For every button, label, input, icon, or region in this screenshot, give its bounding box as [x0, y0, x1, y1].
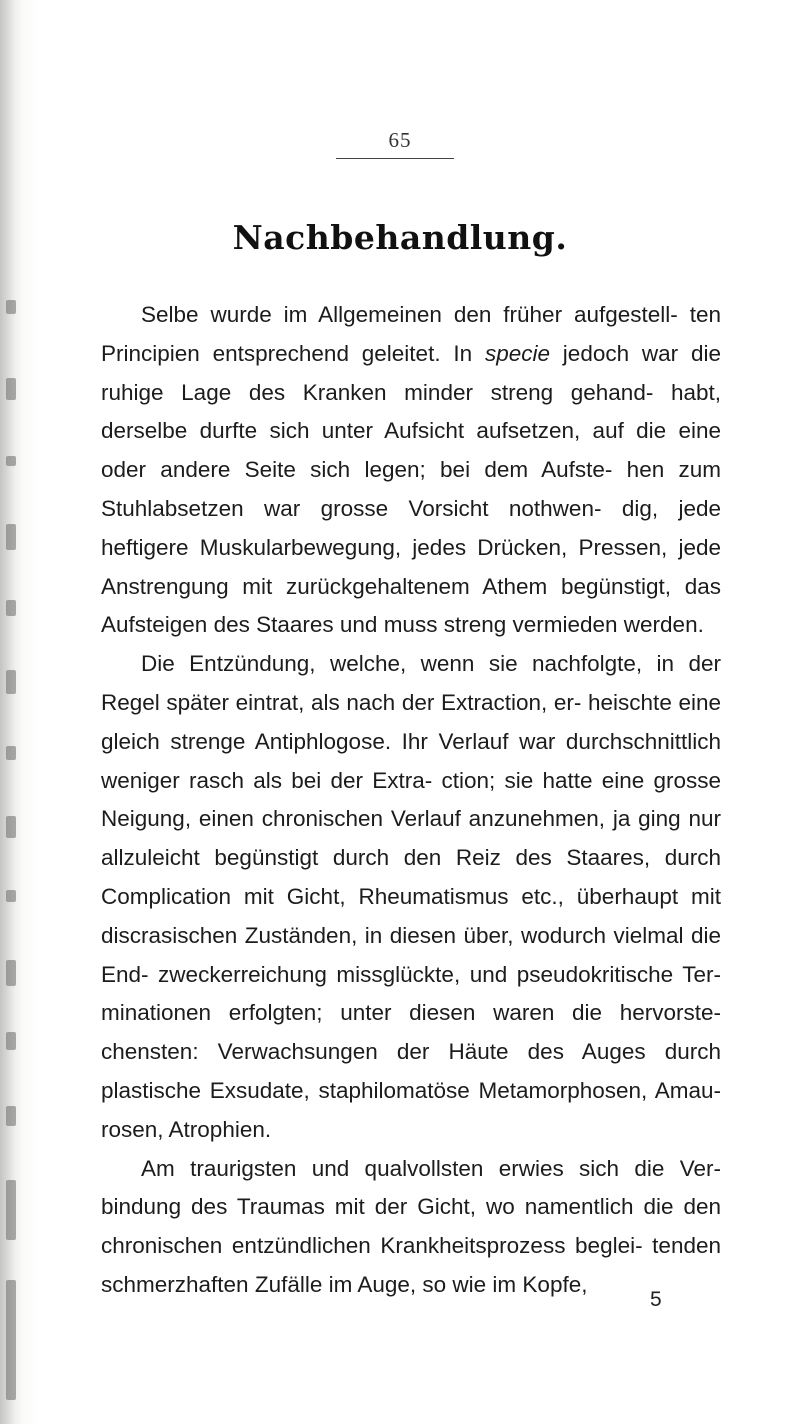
body-text [101, 296, 721, 1305]
signature-mark: 5 [650, 1288, 662, 1311]
section-heading: Nachbehandlung. [232, 218, 568, 257]
paragraph: Selbe wurde im Allgemeinen den früher aufgestell- ten Principien entsprechend geleitet. In specie jedoch war die ruhige Lage des Kranken minder streng gehand- habt, derselbe durfte sich unter Aufsicht aufsetzen, auf die eine oder andere Seite sich legen; bei dem Aufste- hen zum Stuhlabsetzen war grosse Vorsicht nothwen- dig, jede heftigere Muskularbewegung, jedes Drücken, Pressen, jede Anstrengung mit zurückgehaltenem Athem begünstigt, das Aufsteigen des Staares und muss streng vermieden werden. [101, 302, 721, 638]
paragraph: Die Entzündung, welche, wenn sie nachfolgte, in der Regel später eintrat, als nach der Extraction, er- heischte eine gleich strenge Antiphlogose. Ihr Verlauf war durchschnittlich weniger rasch als bei der Extra- ction; sie hatte eine grosse Neigung, einen chronischen Verlauf anzunehmen, ja ging nur allzuleicht begünstigt durch den Reiz des Staares, durch Complication mit Gicht, Rheumatismus etc., überhaupt mit discrasischen Zuständen, in diesen über, wodurch vielmal die End- zweckerreichung missglückte, und pseudokritische Ter- minationen erfolgten; unter diesen waren die hervorste- chensten: Verwachsungen der Häute des Auges durch plastische Exsudate, staphilomatöse Metamorphosen, Amau- rosen, Atrophien. [101, 651, 721, 1142]
paragraph: Am traurigsten und qualvollsten erwies sich die Ver- bindung des Traumas mit der Gicht, wo namentlich die den chronischen entzündlichen Krankheitsprozess beglei- tenden schmerzhaften Zufälle im Auge, so wie im Kopfe, [101, 1155, 721, 1297]
binding-stitch-marks [6, 260, 18, 1400]
page-number: 65 [388, 128, 412, 152]
header-rule [336, 158, 454, 159]
emphasis-text: specie [484, 340, 550, 366]
